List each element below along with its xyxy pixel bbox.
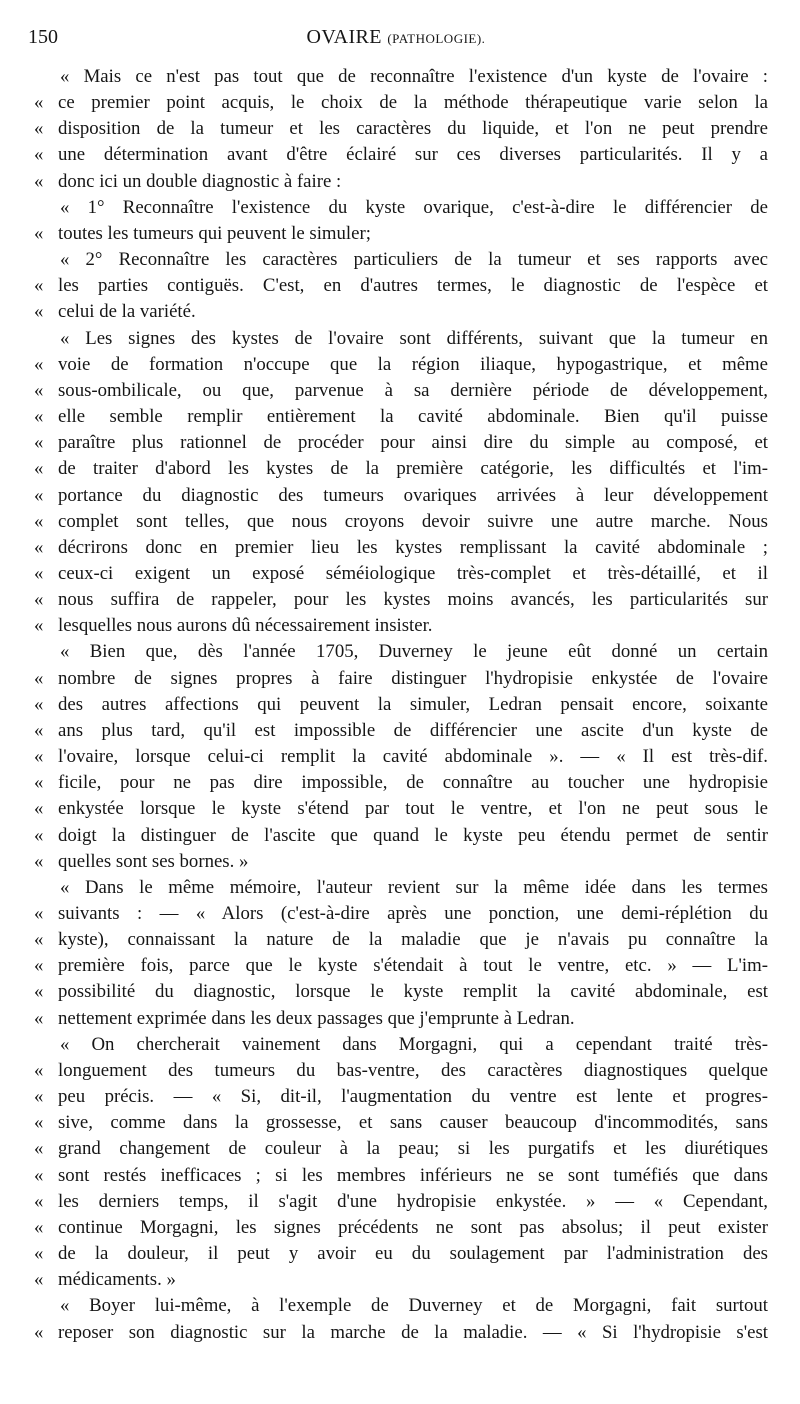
line-text: des autres affections qui peuvent la simuler, Ledran pensait encore, soixante	[58, 693, 768, 715]
running-subtitle: (PATHOLOGIE).	[387, 31, 486, 46]
quote-mark: «	[34, 693, 44, 715]
text-line	[34, 299, 768, 325]
quote-mark: «	[34, 170, 44, 192]
text-line	[34, 823, 768, 849]
text-line	[34, 535, 768, 561]
quote-mark: «	[34, 1007, 44, 1029]
line-text: continue Morgagni, les signes précédents ne sont pas absolus; il peut exister	[58, 1216, 768, 1238]
line-text: ceux-ci exigent un exposé séméiologique très-complet et très-détaillé, et il	[58, 562, 768, 584]
running-title: OVAIRE	[306, 26, 382, 48]
text-line	[34, 456, 768, 482]
line-text: nombre de signes propres à faire distinguer l'hydropisie enkystée de l'ovaire	[58, 667, 768, 689]
line-text: donc ici un double diagnostic à faire :	[58, 170, 342, 192]
line-text: nettement exprimée dans les deux passages que j'emprunte à Ledran.	[58, 1007, 575, 1029]
page-header	[28, 26, 764, 58]
line-text: enkystée lorsque le kyste s'étend par tout le ventre, et l'on ne peut sous le	[58, 798, 768, 820]
line-text: ce premier point acquis, le choix de la méthode thérapeutique varie selon la	[58, 92, 768, 114]
text-line	[34, 927, 768, 953]
line-text: doigt la distinguer de l'ascite que quand le kyste peu étendu permet de sentir	[58, 824, 768, 846]
quote-mark: «	[34, 222, 44, 244]
line-text: toutes les tumeurs qui peuvent le simuler;	[58, 222, 371, 244]
line-text: possibilité du diagnostic, lorsque le kyste remplit la cavité abdominale, est	[58, 981, 768, 1003]
quote-mark: «	[34, 92, 44, 114]
line-text: « Mais ce n'est pas tout que de reconnaître l'existence d'un kyste de l'ovaire :	[60, 66, 768, 87]
text-line	[34, 195, 768, 221]
text-line	[34, 1032, 768, 1058]
line-text: portance du diagnostic des tumeurs ovariques arrivées à leur développement	[58, 484, 768, 506]
quote-mark: «	[34, 353, 44, 375]
line-text: celui de la variété.	[58, 301, 196, 323]
text-line	[34, 352, 768, 378]
text-line	[34, 718, 768, 744]
line-text: une détermination avant d'être éclairé sur ces diverses particularités. Il y a	[58, 144, 768, 166]
line-text: quelles sont ses bornes. »	[58, 850, 249, 872]
line-text: première fois, parce que le kyste s'étendait à tout le ventre, etc. » — L'im-	[58, 955, 768, 977]
text-line	[34, 142, 768, 168]
text-line	[34, 666, 768, 692]
line-text: « Boyer lui-même, à l'exemple de Duverney et de Morgagni, fait surtout	[60, 1295, 768, 1317]
quote-mark: «	[34, 379, 44, 401]
quote-mark: «	[34, 1190, 44, 1212]
text-line	[34, 273, 768, 299]
text-line	[34, 509, 768, 535]
line-text: l'ovaire, lorsque celui-ci remplit la cavité abdominale ». — « Il est très-dif.	[58, 746, 768, 768]
text-line	[34, 1006, 768, 1032]
quote-mark: «	[34, 562, 44, 584]
line-text: « Bien que, dès l'année 1705, Duverney le jeune eût donné un certain	[60, 641, 768, 663]
line-text: décrirons donc en premier lieu les kystes remplissant la cavité abdominale ;	[58, 536, 768, 558]
line-text: de traiter d'abord les kystes de la première catégorie, les difficultés et l'im-	[58, 458, 768, 480]
line-text: sive, comme dans la grossesse, et sans causer beaucoup d'incommodités, sans	[58, 1112, 768, 1134]
line-text: les derniers temps, il s'agit d'une hydropisie enkystée. » — « Cependant,	[58, 1190, 768, 1212]
body-text	[34, 64, 768, 1346]
quote-mark: «	[34, 798, 44, 820]
quote-mark: «	[34, 667, 44, 689]
text-line	[34, 849, 768, 875]
text-line	[34, 613, 768, 639]
line-text: kyste), connaissant la nature de la maladie que je n'avais pu connaître la	[58, 929, 768, 951]
line-text: lesquelles nous aurons dû nécessairement insister.	[58, 615, 433, 637]
quote-mark: «	[34, 458, 44, 480]
text-line	[34, 561, 768, 587]
line-text: reposer son diagnostic sur la marche de la maladie. — « Si l'hydropisie s'est	[58, 1321, 768, 1343]
quote-mark: «	[34, 1164, 44, 1186]
text-line	[34, 430, 768, 456]
text-line	[34, 796, 768, 822]
line-text: les parties contiguës. C'est, en d'autres termes, le diagnostic de l'espèce et	[58, 275, 768, 297]
line-text: sont restés inefficaces ; si les membres inférieurs ne se sont tuméfiés que dans	[58, 1164, 768, 1186]
quote-mark: «	[34, 1243, 44, 1265]
text-line	[34, 1320, 768, 1346]
text-line	[34, 326, 768, 352]
text-line	[34, 247, 768, 273]
quote-mark: «	[34, 955, 44, 977]
text-line	[34, 221, 768, 247]
quote-mark: «	[34, 1086, 44, 1108]
text-line	[34, 90, 768, 116]
quote-mark: «	[34, 1216, 44, 1238]
quote-mark: «	[34, 850, 44, 872]
quote-mark: «	[34, 144, 44, 166]
quote-mark: «	[34, 719, 44, 741]
text-line	[34, 1267, 768, 1293]
text-line	[34, 875, 768, 901]
quote-mark: «	[34, 118, 44, 140]
text-line	[34, 1163, 768, 1189]
text-line	[34, 1189, 768, 1215]
text-line	[34, 378, 768, 404]
line-text: sous-ombilicale, ou que, parvenue à sa dernière période de développement,	[58, 379, 768, 401]
text-line	[34, 483, 768, 509]
line-text: peu précis. — « Si, dit-il, l'augmentation du ventre est lente et progres-	[58, 1086, 768, 1108]
text-line	[34, 901, 768, 927]
quote-mark: «	[34, 772, 44, 794]
line-text: « On chercherait vainement dans Morgagni, qui a cependant traité très-	[60, 1033, 768, 1055]
line-text: médicaments. »	[58, 1269, 176, 1291]
text-line	[34, 770, 768, 796]
line-text: « Les signes des kystes de l'ovaire sont différents, suivant que la tumeur en	[60, 327, 768, 349]
line-text: « 2° Reconnaître les caractères particuliers de la tumeur et ses rapports avec	[60, 249, 768, 271]
text-line	[34, 587, 768, 613]
line-text: ficile, pour ne pas dire impossible, de connaître au toucher une hydropisie	[58, 772, 768, 794]
quote-mark: «	[34, 536, 44, 558]
quote-mark: «	[34, 1321, 44, 1343]
quote-mark: «	[34, 589, 44, 611]
text-line	[34, 1058, 768, 1084]
line-text: de la douleur, il peut y avoir eu du soulagement par l'administration des	[58, 1243, 768, 1265]
line-text: longuement des tumeurs du bas-ventre, des caractères diagnostiques quelque	[58, 1059, 768, 1081]
quote-mark: «	[34, 746, 44, 768]
line-text: nous suffira de rappeler, pour les kystes moins avancés, les particularités sur	[58, 589, 768, 611]
quote-mark: «	[34, 615, 44, 637]
quote-mark: «	[34, 1269, 44, 1291]
page-number: 150	[28, 26, 58, 48]
quote-mark: «	[34, 903, 44, 924]
quote-mark: «	[34, 824, 44, 846]
text-line	[34, 404, 768, 430]
line-text: paraître plus rationnel de procéder pour ainsi dire du simple au composé, et	[58, 432, 768, 454]
line-text: « 1° Reconnaître l'existence du kyste ovarique, c'est-à-dire le différencier de	[60, 196, 768, 218]
quote-mark: «	[34, 432, 44, 454]
quote-mark: «	[34, 1112, 44, 1134]
quote-mark: «	[34, 1138, 44, 1160]
text-line	[34, 1215, 768, 1241]
text-line	[34, 64, 768, 90]
text-line	[34, 1110, 768, 1136]
line-text: suivants : — « Alors (c'est-à-dire après une ponction, une demi-réplétion du	[58, 903, 768, 924]
text-line	[34, 639, 768, 665]
text-line	[34, 116, 768, 142]
running-head	[28, 26, 764, 49]
text-line	[34, 744, 768, 770]
line-text: grand changement de couleur à la peau; si les purgatifs et les diurétiques	[58, 1138, 768, 1160]
quote-mark: «	[34, 275, 44, 297]
quote-mark: «	[34, 929, 44, 951]
text-line	[34, 979, 768, 1005]
text-line	[34, 1136, 768, 1162]
text-line	[34, 953, 768, 979]
text-line	[34, 1293, 768, 1319]
quote-mark: «	[34, 406, 44, 428]
line-text: disposition de la tumeur et les caractères du liquide, et l'on ne peut prendre	[58, 118, 768, 140]
text-line	[34, 692, 768, 718]
quote-mark: «	[34, 510, 44, 532]
text-line	[34, 1084, 768, 1110]
text-line	[34, 1241, 768, 1267]
line-text: complet sont telles, que nous croyons devoir suivre une autre marche. Nous	[58, 510, 768, 532]
line-text: elle semble remplir entièrement la cavité abdominale. Bien qu'il puisse	[58, 406, 768, 428]
line-text: voie de formation n'occupe que la région iliaque, hypogastrique, et même	[58, 353, 768, 375]
line-text: ans plus tard, qu'il est impossible de différencier une ascite d'un kyste de	[58, 719, 768, 741]
quote-mark: «	[34, 1059, 44, 1081]
line-text: « Dans le même mémoire, l'auteur revient sur la même idée dans les termes	[60, 876, 768, 898]
quote-mark: «	[34, 981, 44, 1003]
text-line	[34, 169, 768, 195]
quote-mark: «	[34, 484, 44, 506]
quote-mark: «	[34, 301, 44, 323]
